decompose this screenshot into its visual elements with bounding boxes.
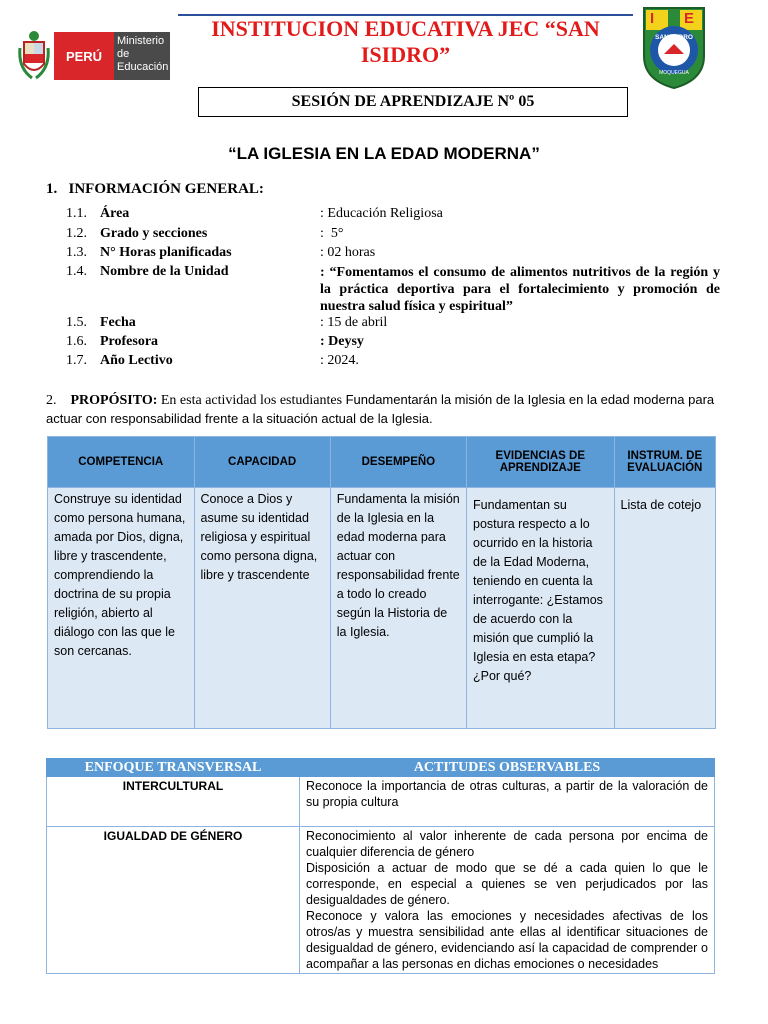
cell-desempeno: Fundamenta la misión de la Iglesia en la edad moderna para actuar con responsabilidad frente a todo lo creado según la Historia de la Iglesia.: [330, 488, 466, 729]
actitud-text: Reconocimiento al valor inherente de cada persona por encima de cualquier diferencia de género: [306, 829, 708, 859]
info-num: 1.5.: [66, 315, 87, 330]
purpose-text-serif: En esta actividad los estudiantes: [160, 393, 343, 408]
info-label: Nombre de la Unidad: [100, 264, 229, 279]
info-value: : 5°: [320, 226, 344, 241]
table-row: [47, 777, 715, 827]
peru-label: PERÚ: [54, 32, 114, 80]
col-enfoque: ENFOQUE TRANSVERSAL: [47, 759, 300, 777]
info-num: 1.2.: [66, 226, 87, 241]
cell-evidencias: Fundamentan su postura respecto a lo ocurrido en la historia de la Edad Moderna, teniendo en cuenta la interrogante: ¿Estamos de acuerdo con la misión que cumplió la Iglesia en esta etapa? ¿Por qué?: [467, 488, 615, 729]
cell-actitudes: [300, 777, 715, 827]
table-header-row: [47, 759, 715, 777]
info-value: : Deysy: [320, 334, 364, 349]
info-label: Año Lectivo: [100, 353, 173, 368]
logo-letter-i: I: [650, 10, 655, 27]
actitud-text: Reconoce y valora las emociones y necesidades afectivas de los otros/as y muestra sensibilidad ante ellas al identificar situaciones de desigualdad de género, evidenciando así la capacidad de comprender o acompañar a las personas en dichas emociones o necesidades: [306, 909, 708, 971]
table-row: [47, 827, 715, 974]
info-label: Área: [100, 206, 130, 221]
cell-instrumento: Lista de cotejo: [614, 488, 715, 729]
actitud-text: Reconoce la importancia de otras culturas, a partir de la valoración de su propia cultura: [306, 779, 708, 809]
info-label: Fecha: [100, 315, 136, 330]
logo-text: SAN ISIDRO: [655, 34, 693, 41]
info-value: : 02 horas: [320, 245, 376, 260]
info-value: : Educación Religiosa: [320, 206, 443, 221]
competencies-table: [47, 436, 716, 729]
col-instrumento: INSTRUM. DE EVALUACIÓN: [614, 437, 715, 488]
info-num: 1.7.: [66, 353, 87, 368]
info-label: N° Horas planificadas: [100, 245, 232, 260]
info-num: 1.6.: [66, 334, 87, 349]
session-title: SESIÓN DE APRENDIZAJE Nº 05: [198, 87, 628, 117]
table-header-row: [48, 437, 716, 488]
col-desempeno: DESEMPEÑO: [330, 437, 466, 488]
logo-letter-e: E: [684, 10, 695, 27]
info-num: 1.3.: [66, 245, 87, 260]
table-row: [48, 488, 716, 729]
col-competencia: COMPETENCIA: [48, 437, 195, 488]
ministry-label: Ministerio de Educación: [114, 32, 170, 80]
cell-enfoque: INTERCULTURAL: [47, 777, 300, 827]
logo-subtext: MOQUEGUA: [659, 70, 689, 76]
col-capacidad: CAPACIDAD: [194, 437, 330, 488]
purpose-paragraph: [46, 391, 716, 429]
cell-enfoque: IGUALDAD DE GÉNERO: [47, 827, 300, 974]
info-label: Grado y secciones: [100, 226, 208, 241]
actitud-text: Disposición a actuar de modo que se dé a cada quien lo que le corresponde, en especial a quienes se ven perjudicados por las desigualdades de género.: [306, 861, 708, 907]
ministry-logo: [18, 22, 170, 86]
transversal-table: [46, 758, 715, 974]
cell-competencia: Construye su identidad como persona humana, amada por Dios, digna, libre y trascendente, comprendiendo la doctrina de su propia religión, abierto al diálogo con las que le son cercanas.: [48, 488, 195, 729]
info-num: 1.4.: [66, 264, 87, 279]
purpose-num: 2.: [46, 393, 57, 408]
cell-capacidad: Conoce a Dios y asume su identidad religiosa y espiritual como persona digna, libre y trascendente: [194, 488, 330, 729]
cell-actitudes: [300, 827, 715, 974]
institution-title: INSTITUCION EDUCATIVA JEC “SAN ISIDRO”: [178, 14, 633, 74]
info-num: 1.1.: [66, 206, 87, 221]
info-label: Profesora: [100, 334, 159, 349]
info-value: : 2024.: [320, 353, 359, 368]
col-actitudes: ACTITUDES OBSERVABLES: [300, 759, 715, 777]
purpose-label: PROPÓSITO:: [70, 393, 158, 408]
info-value: : 15 de abril: [320, 315, 388, 330]
school-logo: [640, 4, 708, 90]
section1-heading: 1. INFORMACIÓN GENERAL:: [46, 181, 264, 197]
purpose-text: Fundamentarán la misión de la Iglesia en la edad moderna para actuar con responsabilidad frente a la situación actual de la Iglesia.: [46, 392, 715, 426]
peru-coat-of-arms-icon: [18, 28, 50, 82]
main-title: “LA IGLESIA EN LA EDAD MODERNA”: [228, 144, 540, 163]
col-evidencias: EVIDENCIAS DE APRENDIZAJE: [467, 437, 615, 488]
info-value: : “Fomentamos el consumo de alimentos nutritivos de la región y la práctica deportiva para el fortalecimiento y promoción de nuestra salud física y espiritual”: [320, 265, 720, 314]
